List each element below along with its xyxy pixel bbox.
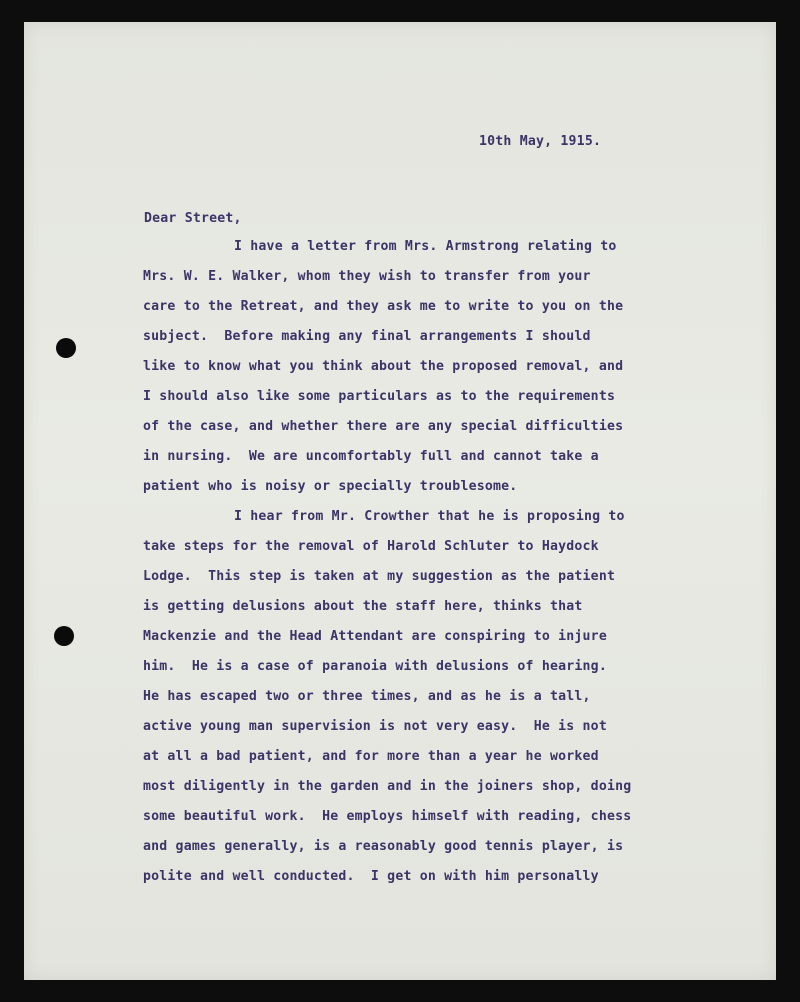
letter-line: him. He is a case of paranoia with delusions of hearing. bbox=[143, 659, 607, 674]
letter-line: patient who is noisy or specially troublesome. bbox=[143, 479, 518, 494]
letter-line: Mrs. W. E. Walker, whom they wish to transfer from your bbox=[143, 269, 591, 284]
letter-line: subject. Before making any final arrangements I should bbox=[143, 329, 591, 344]
letter-line: at all a bad patient, and for more than a year he worked bbox=[143, 749, 599, 764]
letter-line: polite and well conducted. I get on with him personally bbox=[143, 869, 599, 884]
letter-line: is getting delusions about the staff here, thinks that bbox=[143, 599, 583, 614]
letter-line: He has escaped two or three times, and as he is a tall, bbox=[143, 689, 591, 704]
letter-line: care to the Retreat, and they ask me to write to you on the bbox=[143, 299, 624, 314]
letter-line: I have a letter from Mrs. Armstrong relating to bbox=[234, 239, 617, 254]
letter-line: I should also like some particulars as to the requirements bbox=[143, 389, 616, 404]
letter-line: take steps for the removal of Harold Schluter to Haydock bbox=[143, 539, 599, 554]
punch-hole-top bbox=[56, 338, 76, 358]
letter-page bbox=[24, 22, 776, 980]
letter-line: and games generally, is a reasonably good tennis player, is bbox=[143, 839, 624, 854]
letter-line: some beautiful work. He employs himself with reading, chess bbox=[143, 809, 632, 824]
letter-line: active young man supervision is not very easy. He is not bbox=[143, 719, 607, 734]
punch-hole-bottom bbox=[54, 626, 74, 646]
letter-line: I hear from Mr. Crowther that he is proposing to bbox=[234, 509, 625, 524]
letter-line: Mackenzie and the Head Attendant are conspiring to injure bbox=[143, 629, 607, 644]
letter-line: Lodge. This step is taken at my suggestion as the patient bbox=[143, 569, 616, 584]
letter-line: of the case, and whether there are any special difficulties bbox=[143, 419, 624, 434]
letter-line: in nursing. We are uncomfortably full and cannot take a bbox=[143, 449, 599, 464]
letter-line: most diligently in the garden and in the joiners shop, doing bbox=[143, 779, 632, 794]
letter-line: like to know what you think about the proposed removal, and bbox=[143, 359, 624, 374]
letter-salutation: Dear Street, bbox=[144, 211, 242, 226]
letter-date: 10th May, 1915. bbox=[479, 134, 602, 149]
